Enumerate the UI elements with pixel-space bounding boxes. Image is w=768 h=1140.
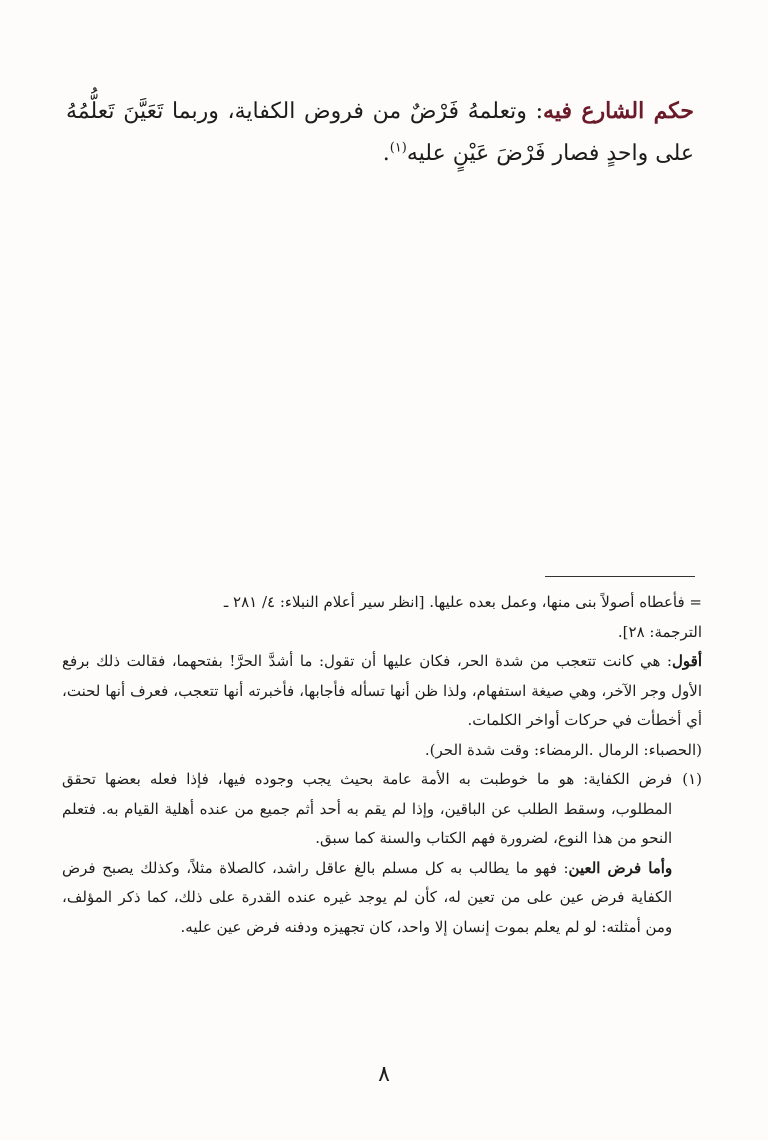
aqool-label: أقول xyxy=(672,652,702,670)
aqool-text: : هي كانت تتعجب من شدة الحر، فكان عليها أن تقول: ما أشدَّ الحرَّ! بفتحهما، فقالت ذلك برفع الأول وجر الآخر، وهي صيغة استفهام، ولذا ظن أنها تسأله فأجابها، فأخبرته أنها تتعجب، فعرف أنها لحنت، أي أخطأت في حركات أواخر الكلمات. xyxy=(62,652,702,729)
main-paragraph xyxy=(66,90,694,175)
main-body-text: وتعلمهُ فَرْضٌ من فروض الكفاية، وربما تَعَيَّنَ تَعلُّمُهُ على واحدٍ فصار فَرْضَ عَيْنٍ عليه xyxy=(66,99,694,166)
footnotes-section xyxy=(62,588,702,942)
main-end-punctuation: . xyxy=(382,141,390,166)
term-heading: حكم الشارع فيه xyxy=(543,98,694,124)
definitions-line: (الحصباء: الرمال .الرمضاء: وقت شدة الحر). xyxy=(424,740,702,759)
fard-ayn-label: وأما فرض العين xyxy=(568,858,673,877)
aqool-paragraph xyxy=(62,647,702,736)
footnote-continuation xyxy=(62,588,702,647)
footnote-divider xyxy=(545,576,695,577)
footnote-1 xyxy=(62,765,702,942)
fard-ayn-paragraph xyxy=(62,854,672,943)
fard-ayn-text: : فهو ما يطالب به كل مسلم بالغ عاقل راشد، كالصلاة مثلاً، وكذلك يصبح فرض الكفاية فرض عين على من تعين له، كأن لم يوجد غيره عنده القدرة على ذلك، كما ذكر المؤلف، ومن أمثلته: لو لم يعلم بموت إنسان إلا واحد، كان تجهيزه ودفنه فرض عين عليه. xyxy=(62,858,673,936)
footnote-1-number: (١) xyxy=(682,770,702,788)
page-number: ٨ xyxy=(378,1062,390,1087)
fard-kifaya-text: فرض الكفاية: هو ما خوطبت به الأمة عامة بحيث يجب وجوده فيها، فإذا فعله بعضها تحقق المطلوب، وسقط الطلب عن الباقين، وإذا لم يقم به أحد أثم جميع من عنده أهلية القيام به. فتعلم النحو من هذا النوع، لضرورة فهم الكتاب والسنة كما سبق. xyxy=(62,770,673,847)
footnote-reference[interactable]: (١) xyxy=(389,140,407,156)
continuation-line1: = فأعطاه أصولاً بنى منها، وعمل بعده عليها. [انظر سير أعلام النبلاء: ٤/ ٢٨١ ـ xyxy=(223,593,702,611)
continuation-line2: الترجمة: ٢٨]. xyxy=(617,622,702,641)
footnote-1-body xyxy=(62,765,672,942)
term-colon: : xyxy=(526,99,544,124)
